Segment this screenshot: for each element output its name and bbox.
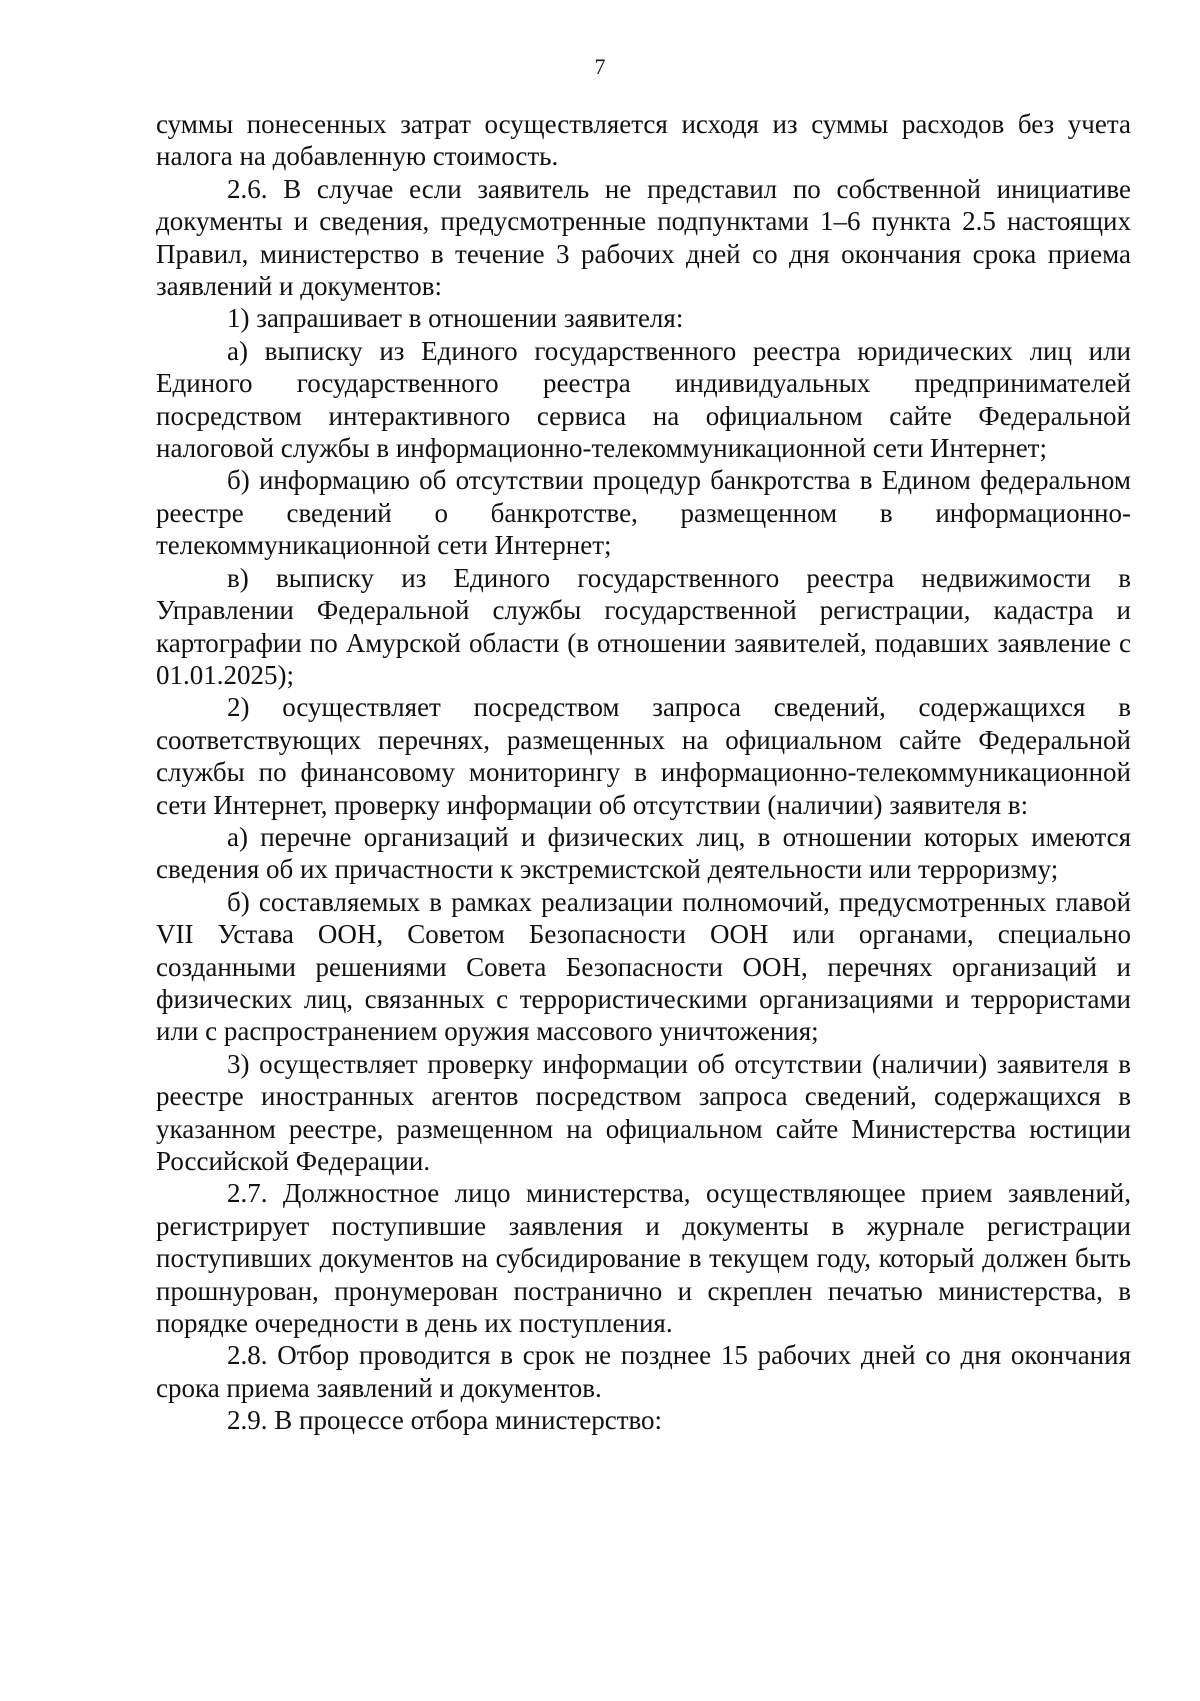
paragraph-item-1: 1) запрашивает в отношении заявителя: bbox=[227, 303, 684, 334]
paragraph-item-1b: б) информацию об отсутствии процедур банкротства в Едином федеральном реестре сведений о банкротстве, размещенном в информационно-телекоммуникационной сети Интернет; bbox=[156, 465, 1131, 561]
paragraph-item-1v: в) выписку из Единого государственного реестра недвижимости в Управлении Федеральной службы государственной регистрации, кадастра и картографии по Амурской области (в отношении заявителей, подавших заявление с 01.01.2025); bbox=[156, 562, 1131, 690]
page-number: 7 bbox=[594, 54, 606, 79]
paragraph-2-6: 2.6. В случае если заявитель не представил по собственной инициативе документы и сведения, предусмотренные подпунктами 1–6 пункта 2.5 настоящих Правил, министерство в течение 3 рабочих дней со дня окончания срока приема заявлений и документов: bbox=[156, 173, 1131, 302]
paragraph-2-9: 2.9. В процессе отбора министерство: bbox=[227, 1405, 663, 1436]
document-body bbox=[156, 108, 1131, 1437]
paragraph-2-7: 2.7. Должностное лицо министерства, осуществляющее прием заявлений, регистрирует поступившие заявления и документы в журнале регистрации поступивших документов на субсидирование в текущем году, который должен быть прошнурован, пронумерован постранично и скреплен печатью министерства, в порядке очередности в день их поступления. bbox=[156, 1178, 1131, 1339]
paragraph-continuation: суммы понесенных затрат осуществляется исходя из суммы расходов без учета налога на добавленную стоимость. bbox=[156, 109, 1131, 172]
paragraph-item-3: 3) осуществляет проверку информации об отсутствии (наличии) заявителя в реестре иностранных агентов посредством запроса сведений, содержащихся в указанном реестре, размещенном на официальном сайте Министерства юстиции Российской Федерации. bbox=[156, 1048, 1131, 1176]
paragraph-item-2: 2) осуществляет посредством запроса сведений, содержащихся в соответствующих перечнях, размещенных на официальном сайте Федеральной службы по финансовому мониторингу в информационно-телекоммуникационной сети Интернет, проверку информации об отсутствии (наличии) заявителя в: bbox=[156, 692, 1131, 820]
paragraph-2-8: 2.8. Отбор проводится в срок не позднее 15 рабочих дней со дня окончания срока приема заявлений и документов. bbox=[156, 1340, 1131, 1403]
paragraph-item-2b: б) составляемых в рамках реализации полномочий, предусмотренных главой VII Устава ООН, Советом Безопасности ООН или органами, специально созданными решениями Совета Безопасности ООН, перечнях организаций и физических лиц, связанных с террористическими организациями и террористами или с распространением оружия массового уничтожения; bbox=[156, 886, 1131, 1047]
paragraph-item-2a: а) перечне организаций и физических лиц, в отношении которых имеются сведения об их причастности к экстремистской деятельности или терроризму; bbox=[156, 821, 1131, 885]
paragraph-item-1a: а) выписку из Единого государственного реестра юридических лиц или Единого государственного реестра индивидуальных предпринимателей посредством интерактивного сервиса на официальном сайте Федеральной налоговой службы в информационно-телекоммуникационной сети Интернет; bbox=[156, 335, 1131, 464]
